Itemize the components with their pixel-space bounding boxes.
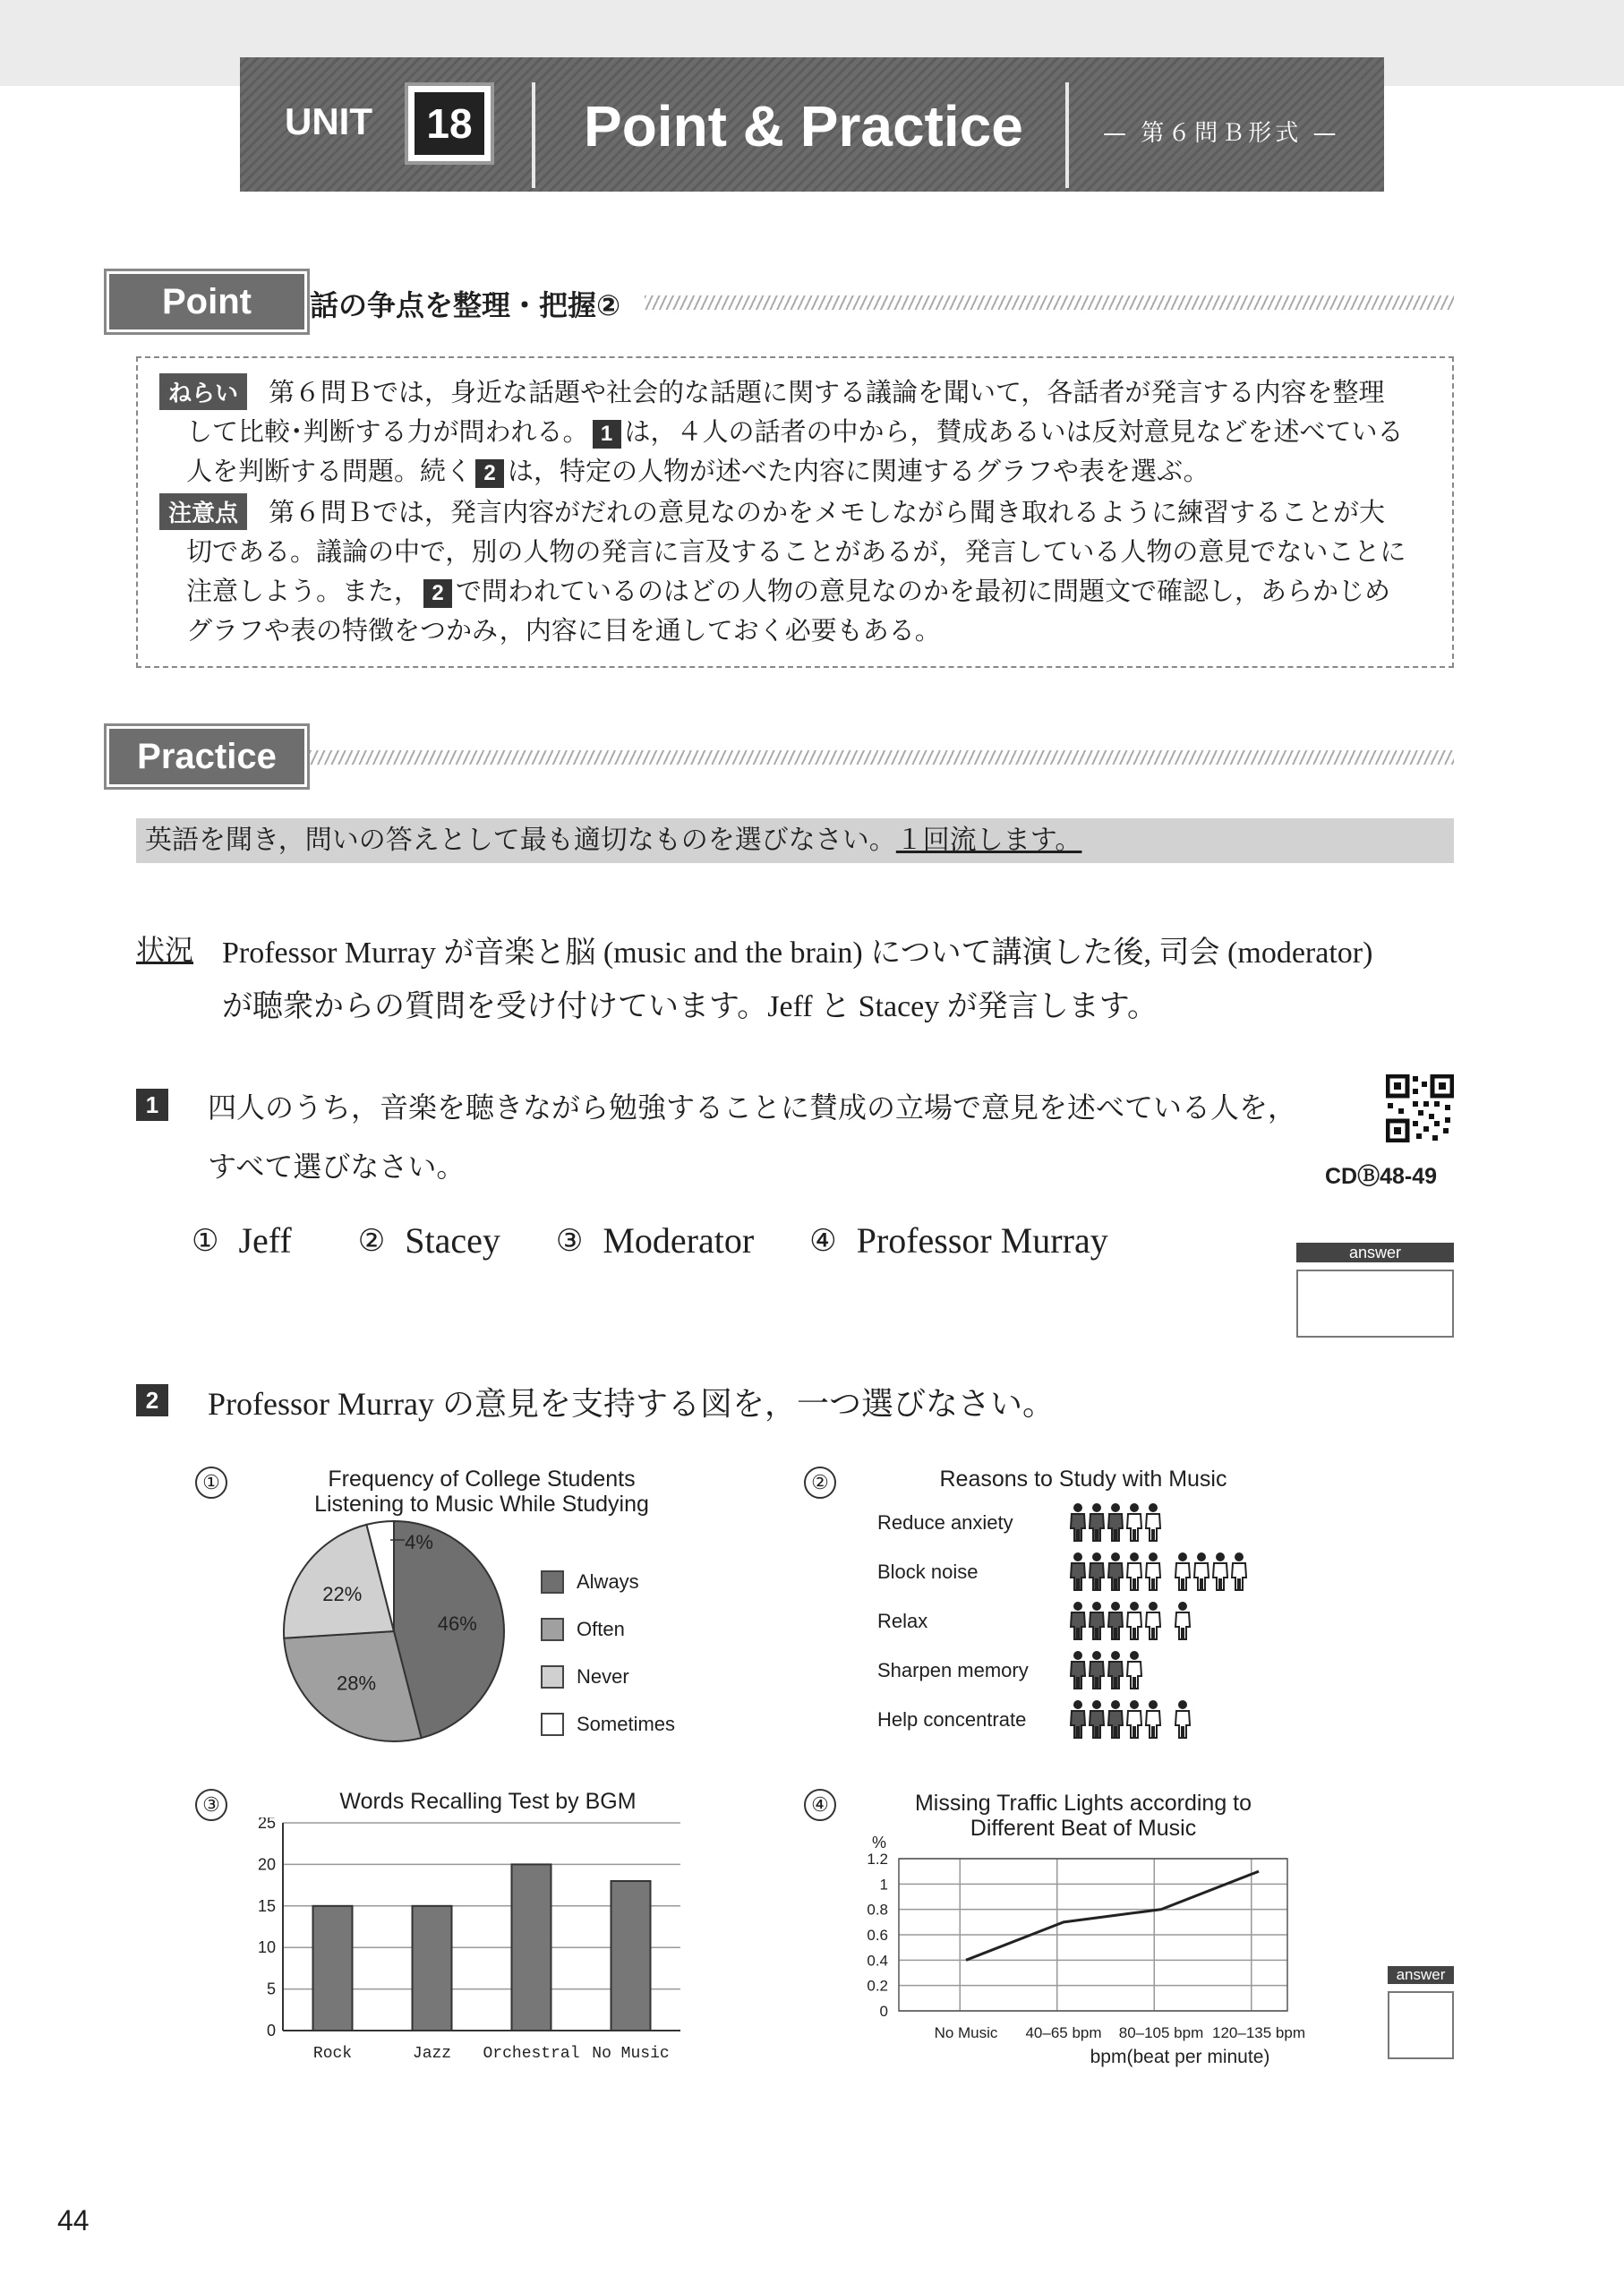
pictogram-row [1070, 1601, 1303, 1642]
note-tag: 注意点 [159, 493, 247, 530]
question-number: 2 [136, 1384, 168, 1416]
y-tick-label: 0.6 [867, 1927, 888, 1944]
y-axis-label: % [872, 1834, 887, 1852]
chart-title [285, 1467, 679, 1517]
chart-title-line: Different Beat of Music [970, 1816, 1197, 1841]
aim-text: して比較･判断する力が問われる。 [186, 416, 589, 447]
y-tick-label: 5 [266, 1980, 276, 1998]
qr-code-icon[interactable] [1386, 1074, 1454, 1142]
note-text: 第６問Ｂでは，発言内容がだれの意見なのかをメモしながら聞き取れるように練習することが大 [269, 497, 1386, 527]
chart-number[interactable]: ② [804, 1467, 836, 1499]
page-title: Point & Practice [584, 94, 1023, 158]
person-icon [1071, 1503, 1085, 1541]
legend-swatch [541, 1665, 564, 1689]
person-icon [1108, 1552, 1123, 1590]
chart-number[interactable]: ④ [804, 1789, 836, 1821]
pie-chart [269, 1513, 528, 1755]
instruction-text: 英語を聞き，問いの答えとして最も適切なものを選びなさい。 [145, 825, 896, 856]
chart-title-line: Missing Traffic Lights according to [914, 1791, 1252, 1816]
pictogram-row-label: Relax [877, 1610, 928, 1632]
legend-label: Never [577, 1664, 629, 1688]
y-tick-label: 0.8 [867, 1901, 888, 1919]
unit-label: UNIT [285, 100, 372, 142]
person-icon [1127, 1651, 1141, 1689]
options-row [192, 1219, 1108, 1261]
question-number: 1 [136, 1089, 168, 1121]
option-number: ① [192, 1224, 219, 1258]
y-tick-label: 10 [257, 1938, 276, 1957]
hatch-rule [645, 295, 1454, 310]
legend-item [541, 1700, 720, 1748]
bar [413, 1906, 452, 2031]
aim-text: 人を判断する問題。続く [186, 456, 473, 486]
person-icon [1071, 1552, 1085, 1590]
pictogram-row [1070, 1552, 1303, 1593]
y-tick-label: 0 [879, 2003, 888, 2020]
person-icon [1108, 1651, 1123, 1689]
person-icon [1108, 1503, 1123, 1541]
chart-number[interactable]: ① [195, 1467, 227, 1499]
person-icon [1127, 1552, 1141, 1590]
note-text: で問われているのはどの人物の意見なのかを最初に問題文で確認し，あらかじめ [456, 576, 1391, 606]
bar-chart [251, 1817, 698, 2068]
person-icon [1071, 1700, 1085, 1738]
x-tick-label: Jazz [412, 2045, 452, 2063]
person-icon [1146, 1552, 1160, 1590]
pie-legend [541, 1558, 720, 1748]
x-tick-label: 120–135 bpm [1212, 2024, 1305, 2041]
pictogram-row-label: Block noise [877, 1561, 979, 1583]
unit-number-badge [405, 82, 494, 165]
banner-divider [532, 82, 535, 188]
aim-text: 第６問Ｂでは，身近な話題や社会的な話題に関する議論を聞いて，各話者が発言する内容を整理 [269, 377, 1385, 407]
legend-item [541, 1653, 720, 1700]
y-tick-label: 1 [879, 1876, 888, 1894]
page-subtitle: — 第６問Ｂ形式 — [1103, 120, 1340, 147]
aim-text: は，特定の人物が述べた内容に関連するグラフや表を選ぶ。 [508, 456, 1209, 486]
chart-number[interactable]: ③ [195, 1789, 227, 1821]
pictogram-row-label: Sharpen memory [877, 1659, 1029, 1681]
person-icon [1071, 1602, 1085, 1639]
person-icon [1175, 1700, 1190, 1738]
person-icon [1146, 1503, 1160, 1541]
answer-label: answer [1388, 1966, 1454, 1984]
cd-track-label: CDⒷ48-49 [1325, 1164, 1438, 1189]
pie-slice-label: 22% [322, 1583, 363, 1606]
option-number: ③ [555, 1224, 584, 1258]
legend-item [541, 1558, 720, 1605]
option-moderator[interactable]: Moderator [603, 1220, 755, 1261]
y-tick-label: 0.4 [867, 1952, 888, 1970]
option-stacey[interactable]: Stacey [405, 1220, 500, 1261]
unit-number: 18 [415, 92, 484, 155]
y-tick-label: 0 [266, 2022, 276, 2040]
option-jeff[interactable]: Jeff [238, 1220, 292, 1261]
pictogram-chart [877, 1502, 1307, 1753]
pictogram-row [1070, 1650, 1303, 1691]
pictogram-row-label: Help concentrate [877, 1708, 1027, 1731]
answer-box-q2[interactable] [1388, 1991, 1454, 2059]
person-icon [1127, 1700, 1141, 1738]
person-icon [1108, 1602, 1123, 1639]
x-tick-label: 40–65 bpm [1025, 2024, 1102, 2041]
situation-line: Professor Murray が音楽と脳 (music and the brain) について講演した後, 司会 (moderator) [222, 936, 1373, 970]
person-icon [1090, 1602, 1104, 1639]
banner-divider [1065, 82, 1069, 188]
person-icon [1090, 1651, 1104, 1689]
option-number: ② [357, 1224, 386, 1258]
pie-slice-label: 4% [405, 1531, 433, 1553]
pictogram-row [1070, 1699, 1303, 1740]
pictogram-row [1070, 1502, 1303, 1544]
note-text: グラフや表の特徴をつかみ，内容に目を通しておく必要もある。 [186, 615, 941, 646]
legend-label: Sometimes [577, 1712, 676, 1735]
person-icon [1213, 1552, 1227, 1590]
hatch-rule [310, 750, 1454, 765]
person-icon [1127, 1503, 1141, 1541]
point-label: Point [109, 274, 304, 329]
chart-title: Reasons to Study with Music [939, 1467, 1227, 1492]
legend-swatch [541, 1713, 564, 1736]
y-tick-label: 15 [257, 1896, 276, 1915]
page-number: 44 [57, 2204, 90, 2236]
y-tick-label: 20 [257, 1855, 276, 1874]
legend-label: Always [577, 1569, 639, 1593]
question-text: 四人のうち，音楽を聴きながら勉強することに賛成の立場で意見を述べている人を， [208, 1090, 1297, 1125]
legend-label: Often [577, 1617, 625, 1640]
bar [512, 1864, 551, 2031]
aim-tag: ねらい [159, 373, 247, 410]
x-axis-label: bpm(beat per minute) [1090, 2047, 1270, 2067]
person-icon [1071, 1651, 1085, 1689]
option-professor-murray[interactable]: Professor Murray [856, 1220, 1108, 1261]
answer-label: answer [1296, 1243, 1454, 1262]
person-icon [1146, 1602, 1160, 1639]
chart-title-line: Listening to Music While Studying [314, 1492, 649, 1517]
situation-label: 状況 [136, 933, 194, 967]
pictogram-row-label: Reduce anxiety [877, 1511, 1013, 1534]
x-tick-label: 80–105 bpm [1118, 2024, 1204, 2041]
bar [611, 1881, 651, 2031]
pie-slice-label: 28% [337, 1672, 377, 1695]
x-tick-label: Rock [312, 2045, 353, 2063]
person-icon [1194, 1552, 1209, 1590]
option-number: ④ [809, 1224, 837, 1258]
x-tick-label: Orchestral [483, 2045, 580, 2063]
answer-box-q1[interactable] [1296, 1270, 1454, 1338]
practice-label: Practice [109, 729, 304, 784]
person-icon [1108, 1700, 1123, 1738]
legend-swatch [541, 1570, 564, 1594]
aim-text: は，４人の話者の中から，賛成あるいは反対意見などを述べている [624, 416, 1404, 447]
pie-slice-label: 46% [437, 1612, 477, 1636]
point-title: 話の争点を整理・把握② [310, 288, 621, 322]
y-tick-label: 25 [257, 1817, 276, 1832]
person-icon [1175, 1602, 1190, 1639]
y-tick-label: 0.2 [867, 1977, 888, 1995]
person-icon [1090, 1700, 1104, 1738]
instruction-underlined: １回流します。 [895, 825, 1082, 856]
person-icon [1232, 1552, 1246, 1590]
question-text: Professor Murray の意見を支持する図を，一つ選びなさい。 [208, 1386, 1055, 1422]
line-chart [842, 1832, 1325, 2077]
chart-title: Words Recalling Test by BGM [339, 1789, 637, 1814]
instruction-bar [136, 818, 1454, 863]
person-icon [1127, 1602, 1141, 1639]
x-tick-label: No Music [934, 2024, 998, 2041]
q-number-badge: 1 [593, 420, 621, 449]
bar [313, 1906, 353, 2031]
chart-title-line: Frequency of College Students [328, 1467, 636, 1492]
q-number-badge: 2 [475, 459, 504, 488]
situation-line: が聴衆からの質問を受け付けています。Jeff と Stacey が発言します。 [222, 990, 1158, 1023]
person-icon [1090, 1503, 1104, 1541]
question-text: すべて選びなさい。 [208, 1150, 466, 1184]
note-text: 注意しよう。また， [186, 576, 421, 606]
q-number-badge: 2 [423, 579, 452, 608]
person-icon [1090, 1552, 1104, 1590]
y-tick-label: 1.2 [867, 1851, 888, 1868]
note-text: 切である。議論の中で，別の人物の発言に言及することがあるが，発言している人物の意見でないことに [186, 536, 1406, 567]
person-icon [1146, 1700, 1160, 1738]
legend-swatch [541, 1618, 564, 1641]
x-tick-label: No Music [592, 2045, 670, 2063]
legend-item [541, 1605, 720, 1653]
person-icon [1175, 1552, 1190, 1590]
